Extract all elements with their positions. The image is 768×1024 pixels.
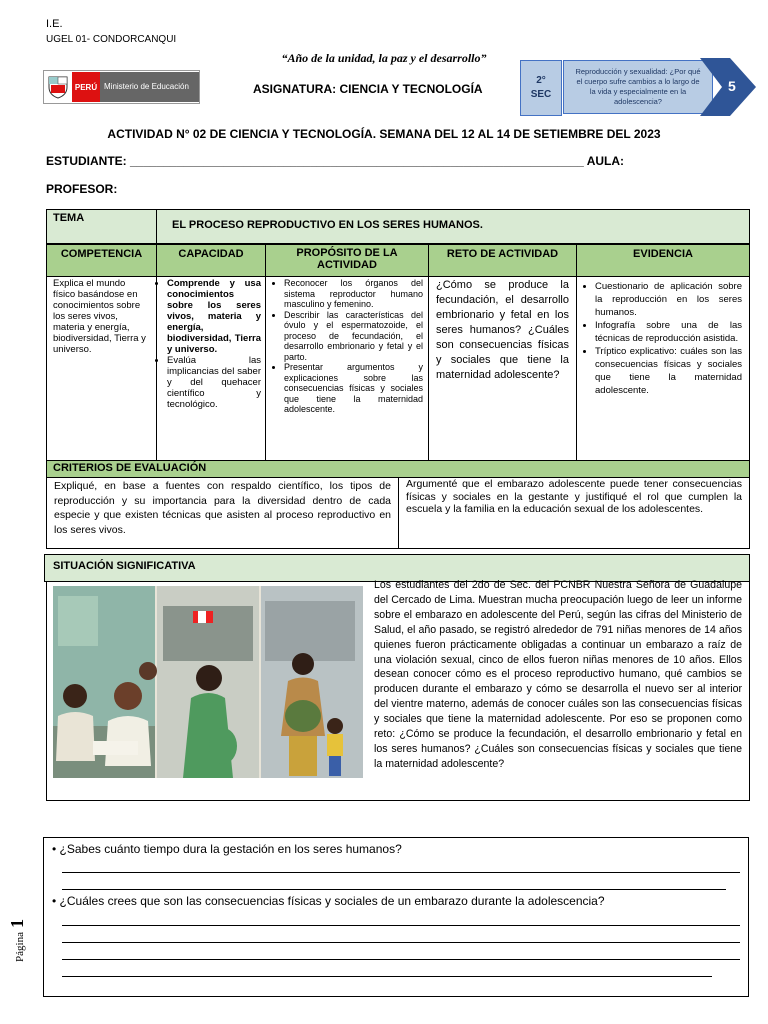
- criterio-2-text: Argumenté que el embarazo adolescente puede tener consecuencias físicas y sociales en la gestante y justifiqué el rol que cumplen la escuela y la familia en la educación sexual de los adolescentes.: [406, 478, 742, 515]
- header-proposito: [265, 244, 429, 277]
- ugel-label: UGEL 01- CONDORCANQUI: [46, 34, 177, 45]
- evidencia-item: • Infografía sobre una de las técnicas de reproducción asistida.: [595, 319, 742, 345]
- header-competencia: [46, 244, 157, 277]
- reto-text: ¿Cómo se produce la fecundación, el desarrollo embrionario y fetal en los seres humanos? ¿Cuáles son consecuencias físicas y sociales que tiene la maternidad adolescente?: [436, 279, 569, 381]
- reto-cell: [428, 276, 577, 461]
- unit-number-arrow: [700, 58, 756, 116]
- page-number: [6, 900, 36, 960]
- header-capacidad: [156, 244, 266, 277]
- situacion-label: SITUACIÓN SIGNIFICATIVA: [53, 560, 196, 572]
- comic-illustration: [53, 586, 363, 778]
- proposito-item: • Describir las características del óvulo y el espermatozoide, el proceso de fecundación, el desarrollo embrionario y fetal y el parto.: [284, 310, 423, 363]
- subject-title: ASIGNATURA: CIENCIA Y TECNOLOGÍA: [253, 82, 483, 96]
- proposito-item: • Presentar argumentos y explicaciones sobre las consecuencias físicas y sociales que tiene la maternidad adolescente.: [284, 362, 423, 415]
- evidencia-cell: [576, 276, 750, 461]
- page-label: Página: [13, 932, 26, 962]
- unit-number: 5: [728, 78, 736, 94]
- answer-line[interactable]: [62, 872, 740, 873]
- peru-shield-icon: [44, 72, 72, 102]
- tema-label: TEMA: [53, 212, 85, 224]
- grade-number: 2°: [536, 75, 546, 86]
- ministry-label: Ministerio de Educación: [100, 72, 199, 102]
- ministry-logo: [43, 70, 200, 104]
- grade-badge: [520, 60, 562, 116]
- header-proposito-label: PROPÓSITO DE LA ACTIVIDAD: [296, 247, 398, 271]
- unit-title: Reproducción y sexualidad: ¿Por qué el cuerpo sufre cambios a lo largo de la vida y especialmente en la adolescencia?: [575, 67, 701, 106]
- answer-line[interactable]: [62, 959, 740, 960]
- competencia-text: Explica el mundo físico basándose en conocimientos sobre los seres vivos, materia y energía, biodiversidad, Tierra y universo.: [53, 278, 146, 355]
- questions-box: [43, 837, 749, 997]
- student-field[interactable]: ESTUDIANTE: ____________________________________________________________________ AULA:: [46, 154, 625, 168]
- header-competencia-label: COMPETENCIA: [60, 248, 143, 260]
- criterio-2-cell: [398, 477, 750, 549]
- evidencia-item: • Cuestionario de aplicación sobre la reproducción en los seres humanos.: [595, 280, 742, 319]
- question-2: • ¿Cuáles crees que son las consecuencias físicas y sociales de un embarazo durante la adolescencia?: [52, 894, 605, 908]
- answer-line[interactable]: [62, 925, 740, 926]
- capacidad-item: • Evalúa las implicancias del saber y del quehacer científico y tecnológico.: [167, 355, 261, 410]
- answer-line[interactable]: [62, 942, 740, 943]
- teacher-field[interactable]: PROFESOR:: [46, 182, 118, 196]
- competencia-cell: [46, 276, 157, 461]
- capacidad-item: • Comprende y usa conocimientos sobre los seres vivos, materia y energía, biodiversidad, Tierra y universo.: [167, 278, 261, 355]
- peru-label: PERÚ: [72, 72, 100, 102]
- criterio-1-text: Expliqué, en base a fuentes con respaldo científico, los tipos de reproducción y su importancia para la diversidad dentro de cada especie y que existen técnicas que asisten al proceso reproductivo en los seres vivos.: [54, 480, 391, 536]
- grade-level: SEC: [530, 89, 552, 100]
- header-reto: [428, 244, 577, 277]
- question-1-text: ¿Sabes cuánto tiempo dura la gestación en los seres humanos?: [59, 842, 402, 856]
- year-motto: “Año de la unidad, la paz y el desarrollo”: [281, 51, 487, 65]
- evidencia-item: • Tríptico explicativo: cuáles son las consecuencias físicas y sociales que tiene la maternidad adolescente.: [595, 345, 742, 397]
- activity-title: ACTIVIDAD N° 02 DE CIENCIA Y TECNOLOGÍA. SEMANA DEL 12 AL 14 DE SETIEMBRE DEL 2023: [107, 127, 661, 141]
- criterios-header: [46, 460, 750, 478]
- criterios-label: CRITERIOS DE EVALUACIÓN: [53, 462, 207, 474]
- tema-value: EL PROCESO REPRODUCTIVO EN LOS SERES HUMANOS.: [172, 219, 483, 231]
- header-evidencia-label: EVIDENCIA: [633, 248, 693, 260]
- criterio-1-cell: [46, 477, 399, 549]
- answer-line[interactable]: [62, 889, 726, 890]
- proposito-cell: [265, 276, 429, 461]
- situacion-text: Los estudiantes del 2do de Sec. del PCNBR Nuestra Señora de Guadalupe del Cercado de Lima. Muestran mucha preocupación luego de leer un informe sobre el embarazo en adolescente del Perú, según las cifras del Ministerio de Salud, el año pasado, se registró alrededor de 791 niñas menores de 14 años quienes fueron prácticamente obligadas a continuar un embarazo a raíz de una violación sexual, cinco de ellos fueron niñas menores de 10 años. Ellos desean conocer cómo es el proceso reproductivo humano, qué cambios se producen durante el embarazo y cómo se desarrolla el nuevo ser al interior del vientre materno, además de conocer cuáles son las consecuencias físicas y sociales que tiene la maternidad adolescente. Por eso se proponen como reto: ¿Cómo se produce la fecundación, el desarrollo embrionario y fetal en los seres humanos? ¿Cuáles son consecuencias físicas y sociales que tiene la maternidad adolescente?: [374, 579, 742, 770]
- tema-label-cell: [46, 209, 157, 244]
- page-digit: 1: [6, 919, 27, 929]
- answer-line[interactable]: [62, 976, 712, 977]
- question-1: • ¿Sabes cuánto tiempo dura la gestación en los seres humanos?: [52, 842, 402, 856]
- header-reto-label: RETO DE ACTIVIDAD: [446, 248, 559, 260]
- header-capacidad-label: CAPACIDAD: [178, 248, 244, 260]
- question-2-text: ¿Cuáles crees que son las consecuencias físicas y sociales de un embarazo durante la adolescencia?: [59, 894, 605, 908]
- proposito-item: • Reconocer los órganos del sistema reproductor humano masculino y femenino.: [284, 278, 423, 310]
- unit-banner: [563, 60, 713, 114]
- header-evidencia: [576, 244, 750, 277]
- comic-image: [53, 586, 363, 778]
- capacidad-cell: [156, 276, 266, 461]
- school-label: I.E.: [46, 18, 63, 30]
